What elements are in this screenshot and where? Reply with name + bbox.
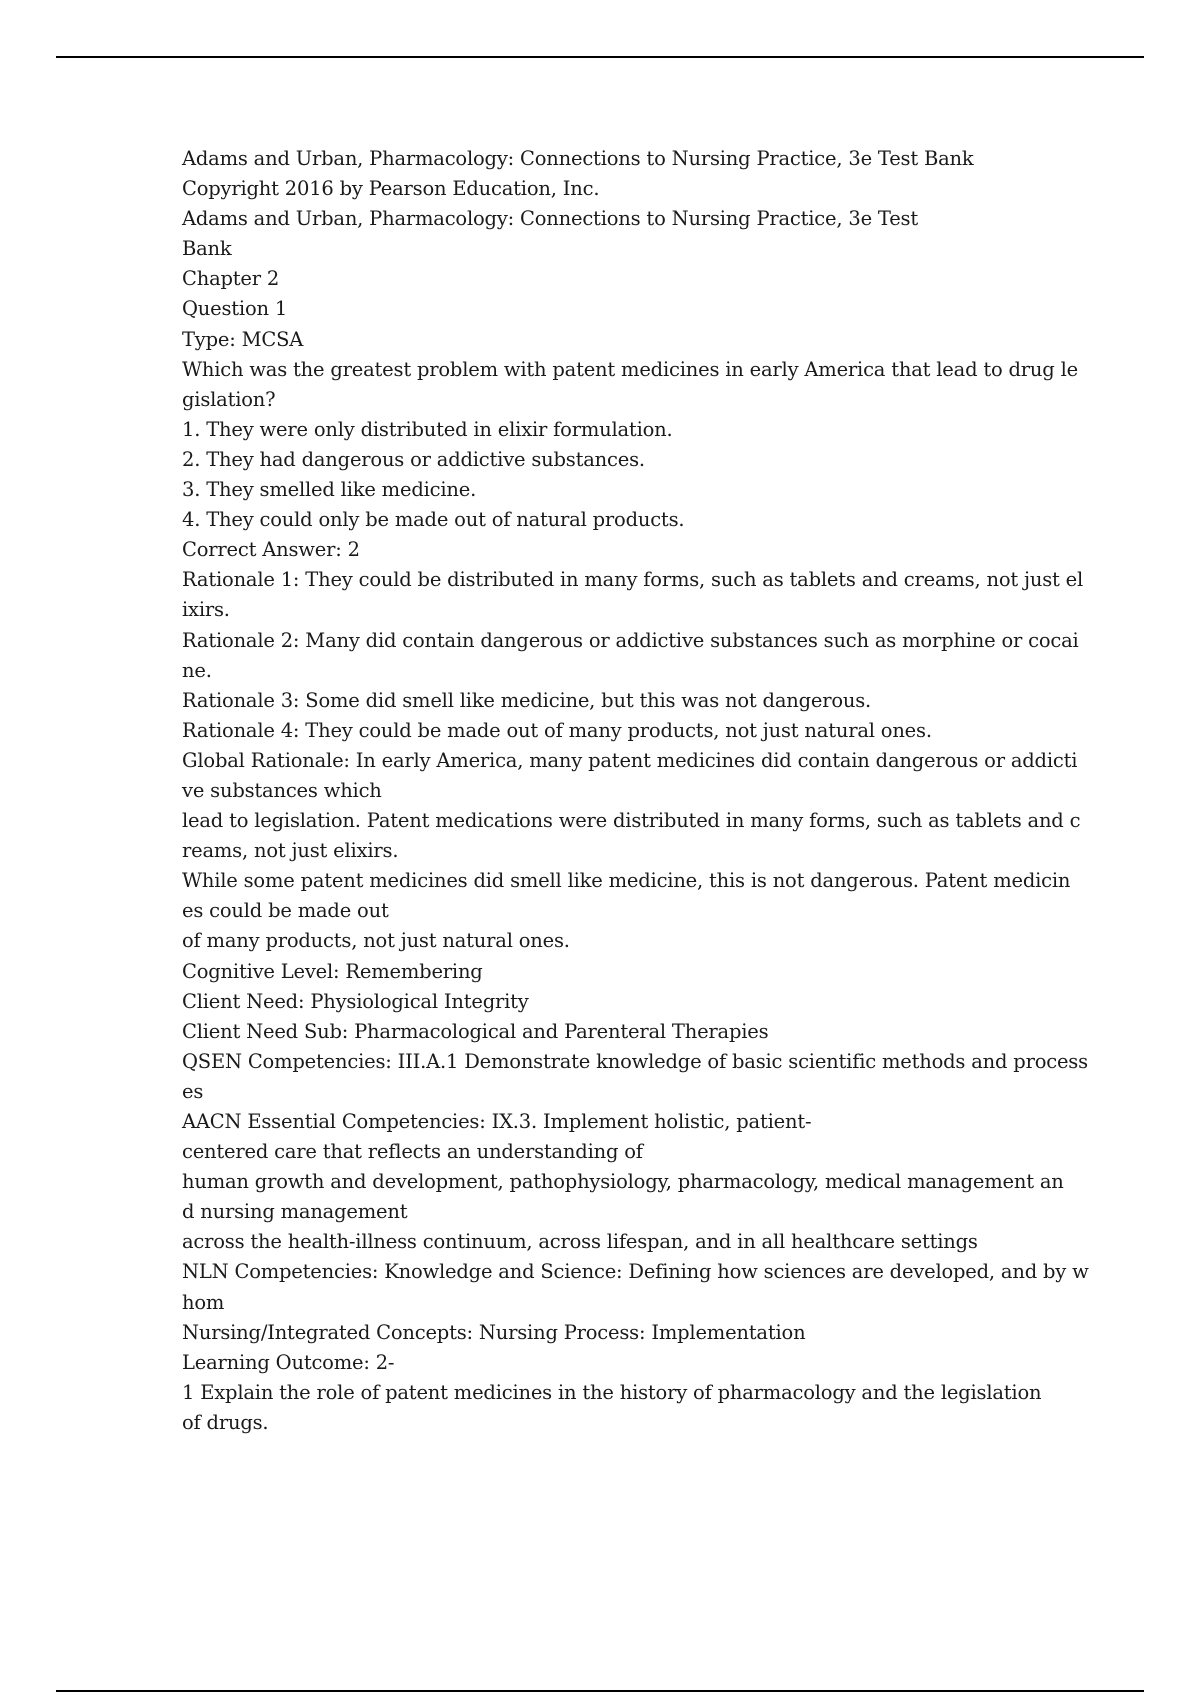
global-rationale-continued: of many products, not just natural ones. xyxy=(182,929,570,953)
header-title-line: Adams and Urban, Pharmacology: Connections to Nursing Practice, 3e Test Bank xyxy=(182,147,974,170)
nln-competencies: NLN Competencies: Knowledge and Science: Defining how sciences are developed, and by w xyxy=(182,1260,1089,1284)
rationale-1-continued: ixirs. xyxy=(182,598,230,622)
answer-option-2: 2. They had dangerous or addictive substances. xyxy=(182,447,645,471)
global-rationale-continued: reams, not just elixirs. xyxy=(182,839,399,863)
rationale-4: Rationale 4: They could be made out of many products, not just natural ones. xyxy=(182,718,932,742)
client-need-sub: Client Need Sub: Pharmacological and Parenteral Therapies xyxy=(182,1019,769,1043)
document-body xyxy=(182,144,1089,1438)
nursing-integrated-concepts: Nursing/Integrated Concepts: Nursing Process: Implementation xyxy=(182,1320,806,1344)
chapter-label: Chapter 2 xyxy=(182,267,280,291)
rationale-1: Rationale 1: They could be distributed in many forms, such as tablets and creams, not just el xyxy=(182,568,1084,592)
learning-outcome-continued: of drugs. xyxy=(182,1410,269,1434)
title-line: Adams and Urban, Pharmacology: Connections to Nursing Practice, 3e Test xyxy=(182,207,918,231)
copyright-line: Copyright 2016 by Pearson Education, Inc. xyxy=(182,177,600,201)
cognitive-level: Cognitive Level: Remembering xyxy=(182,959,483,983)
question-stem: Which was the greatest problem with patent medicines in early America that lead to drug le xyxy=(182,357,1078,381)
global-rationale-continued: ve substances which xyxy=(182,778,382,802)
answer-option-1: 1. They were only distributed in elixir formulation. xyxy=(182,417,673,441)
nln-competencies-continued: hom xyxy=(182,1290,225,1314)
bottom-rule xyxy=(56,1690,1144,1692)
title-line-continued: Bank xyxy=(182,237,232,261)
qsen-competencies-continued: es xyxy=(182,1079,204,1103)
client-need: Client Need: Physiological Integrity xyxy=(182,989,529,1013)
global-rationale: Global Rationale: In early America, many patent medicines did contain dangerous or addicti xyxy=(182,748,1078,772)
global-rationale-continued: While some patent medicines did smell like medicine, this is not dangerous. Patent medicin xyxy=(182,869,1071,893)
global-rationale-continued: lead to legislation. Patent medications were distributed in many forms, such as tablets and c xyxy=(182,809,1081,833)
rationale-3: Rationale 3: Some did smell like medicine, but this was not dangerous. xyxy=(182,688,872,712)
learning-outcome-continued: 1 Explain the role of patent medicines in the history of pharmacology and the legislation xyxy=(182,1380,1042,1404)
rationale-2: Rationale 2: Many did contain dangerous or addictive substances such as morphine or cocai xyxy=(182,628,1079,652)
question-label: Question 1 xyxy=(182,297,288,321)
answer-option-3: 3. They smelled like medicine. xyxy=(182,478,477,502)
rationale-2-continued: ne. xyxy=(182,658,212,682)
correct-answer: Correct Answer: 2 xyxy=(182,538,360,562)
question-stem-continued: gislation? xyxy=(182,387,276,411)
answer-option-4: 4. They could only be made out of natural products. xyxy=(182,508,685,532)
global-rationale-continued: es could be made out xyxy=(182,899,389,923)
aacn-competencies-continued: across the health-illness continuum, across lifespan, and in all healthcare settings xyxy=(182,1230,978,1254)
aacn-competencies-continued: d nursing management xyxy=(182,1200,408,1224)
qsen-competencies: QSEN Competencies: III.A.1 Demonstrate knowledge of basic scientific methods and process xyxy=(182,1049,1088,1073)
aacn-competencies: AACN Essential Competencies: IX.3. Implement holistic, patient- xyxy=(182,1110,812,1133)
learning-outcome: Learning Outcome: 2- xyxy=(182,1350,395,1374)
aacn-competencies-continued: human growth and development, pathophysiology, pharmacology, medical management an xyxy=(182,1170,1064,1194)
aacn-competencies-continued: centered care that reflects an understanding of xyxy=(182,1140,643,1164)
top-rule xyxy=(56,56,1144,58)
question-type: Type: MCSA xyxy=(182,327,304,351)
